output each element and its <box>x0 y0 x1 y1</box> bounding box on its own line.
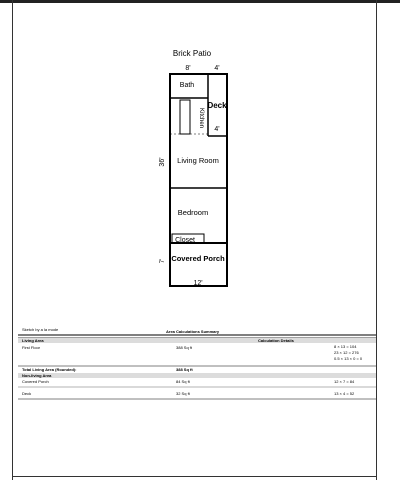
deck-calc: 13 × 4 = 52 <box>334 391 355 396</box>
calc-line-2: 23 × 12 = 276 <box>334 350 359 355</box>
room-bath: Bath <box>179 82 195 89</box>
porch-calc: 12 × 7 = 84 <box>334 379 355 384</box>
room-deck: Deck <box>207 101 227 110</box>
plan-title: Brick Patio <box>172 49 212 58</box>
first-floor-value: 388 Sq ft <box>176 345 193 350</box>
non-living-header: Non-living Area <box>22 373 52 378</box>
dim-side: 36' <box>159 157 166 167</box>
dim-porch-side: 7' <box>160 258 166 264</box>
dim-top-left: 8' <box>185 65 191 72</box>
calc-line-3: 0.5 × 13 × 0 = 0 <box>334 356 363 361</box>
room-kitchen: Kitchen <box>198 107 204 129</box>
calc-line-1: 8 × 13 = 104 <box>334 344 357 349</box>
living-area-header: Living Area <box>22 338 44 343</box>
porch-label: Covered Porch <box>22 379 49 384</box>
room-bedroom: Bedroom <box>177 208 209 217</box>
dim-deck-bottom: 4' <box>214 126 220 133</box>
dim-top-right: 4' <box>214 65 220 72</box>
total-label: Total Living Area (Rounded): <box>22 367 77 372</box>
room-closet: Closet <box>175 237 195 244</box>
room-living: Living Room <box>177 156 219 165</box>
calc-details-header: Calculation Details <box>258 338 294 343</box>
deck-value: 32 Sq ft <box>176 391 190 396</box>
porch-value: 84 Sq ft <box>176 379 190 384</box>
total-value: 388 Sq ft <box>176 367 193 372</box>
first-floor-label: First Floor <box>22 345 40 350</box>
kitchen-counter <box>180 100 190 134</box>
living-header-bar <box>18 338 376 343</box>
sketch-credit: Sketch by a la mode <box>22 327 59 332</box>
nonliving-header-bar <box>18 373 376 378</box>
dim-bottom: 12' <box>193 280 203 287</box>
summary-title: Area Calculations Summary <box>166 329 220 334</box>
room-porch: Covered Porch <box>171 254 225 263</box>
deck-label: Deck <box>22 391 32 396</box>
